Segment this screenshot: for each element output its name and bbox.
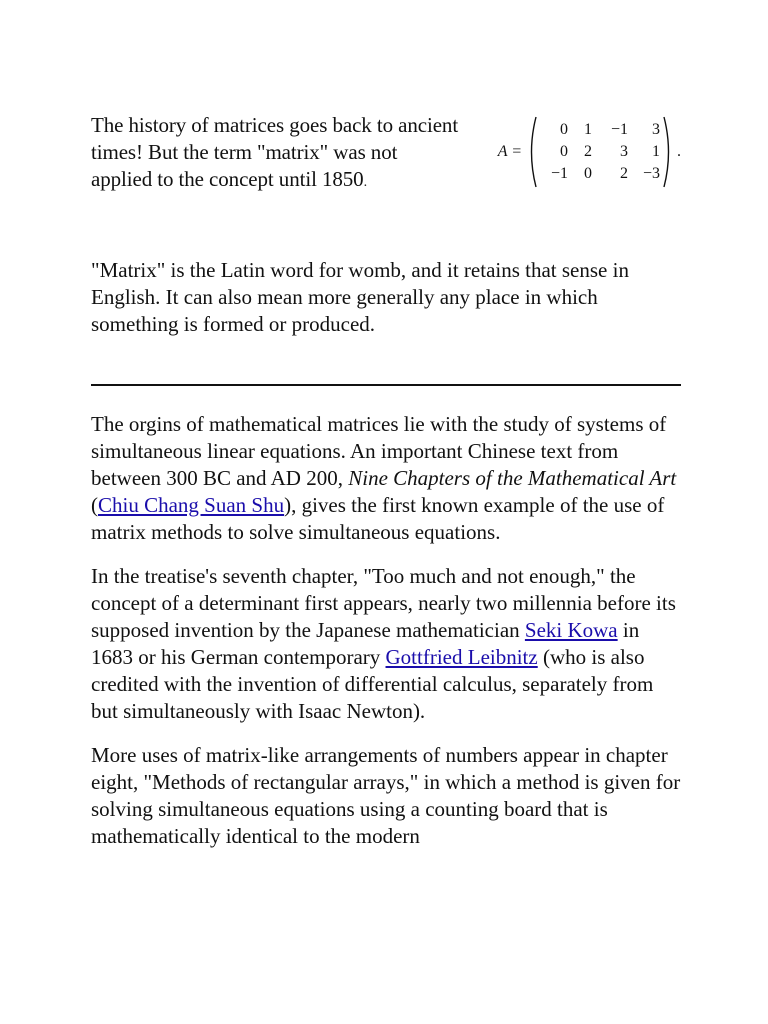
- chiu-chang-link[interactable]: Chiu Chang Suan Shu: [98, 493, 285, 517]
- matrix-cell: −3: [642, 165, 660, 182]
- document-page: [91, 112, 681, 850]
- matrix-grid: [538, 119, 662, 185]
- seki-kowa-link[interactable]: Seki Kowa: [524, 618, 618, 642]
- matrix-cell: 0: [560, 143, 568, 160]
- intro-paragraph: [91, 112, 461, 196]
- intro-row: [91, 112, 681, 224]
- matrix-trailing-dot: .: [677, 143, 681, 160]
- matrix-cell: 0: [560, 121, 568, 138]
- book-title: Nine Chapters of the Mathematical Art: [348, 466, 677, 490]
- treatise-paragraph: [91, 563, 681, 725]
- matrix-cell: −1: [610, 121, 628, 138]
- womb-paragraph: "Matrix" is the Latin word for womb, and it retains that sense in English. It can also mean more generally any place in which something is formed or produced.: [91, 258, 629, 336]
- origins-text-2: (: [91, 493, 98, 517]
- matrix-formula: [498, 116, 681, 188]
- right-paren: [662, 116, 674, 188]
- treatise-text-3: (who is also credited with the invention of differential calculus, separately from but simultaneously with Isaac Newton).: [91, 645, 654, 723]
- horizontal-rule: [91, 384, 681, 386]
- matrix-cell: 0: [584, 165, 592, 182]
- matrix-lhs: A =: [497, 143, 522, 160]
- matrix-cell: 1: [652, 143, 660, 160]
- intro-text-main: The history of matrices goes back to ancient times! But the term "matrix" was not applied to the concept until 1850: [91, 113, 459, 191]
- matrix-cell: 3: [652, 121, 660, 138]
- matrix-cell: 2: [620, 165, 628, 182]
- gottfried-leibnitz-link[interactable]: Gottfried Leibnitz: [385, 645, 538, 669]
- matrix-cell: 2: [584, 143, 592, 160]
- left-paren: [526, 116, 538, 188]
- origins-text-3: ), gives the first known example of the use of matrix methods to solve simultaneous equations.: [91, 493, 665, 544]
- matrix-cell: 1: [584, 121, 592, 138]
- more-uses-paragraph: More uses of matrix-like arrangements of numbers appear in chapter eight, "Methods of rectangular arrays," in which a method is given for solving simultaneous equations using a counting board that is mathematically identical to the modern: [91, 743, 681, 848]
- origins-text-1: The orgins of mathematical matrices lie with the study of systems of simultaneous linear equations. An important Chinese text from between 300 BC and AD 200,: [91, 412, 667, 490]
- matrix-cell: 3: [620, 143, 628, 160]
- matrix-cell: −1: [550, 165, 568, 182]
- intro-text-dot: .: [363, 175, 367, 190]
- origins-paragraph: [91, 411, 681, 546]
- treatise-text-2: in 1683 or his German contemporary: [91, 618, 640, 669]
- treatise-text-1: In the treatise's seventh chapter, "Too much and not enough," the concept of a determinant first appears, nearly two millennia before its supposed invention by the Japanese mathematician: [91, 564, 676, 642]
